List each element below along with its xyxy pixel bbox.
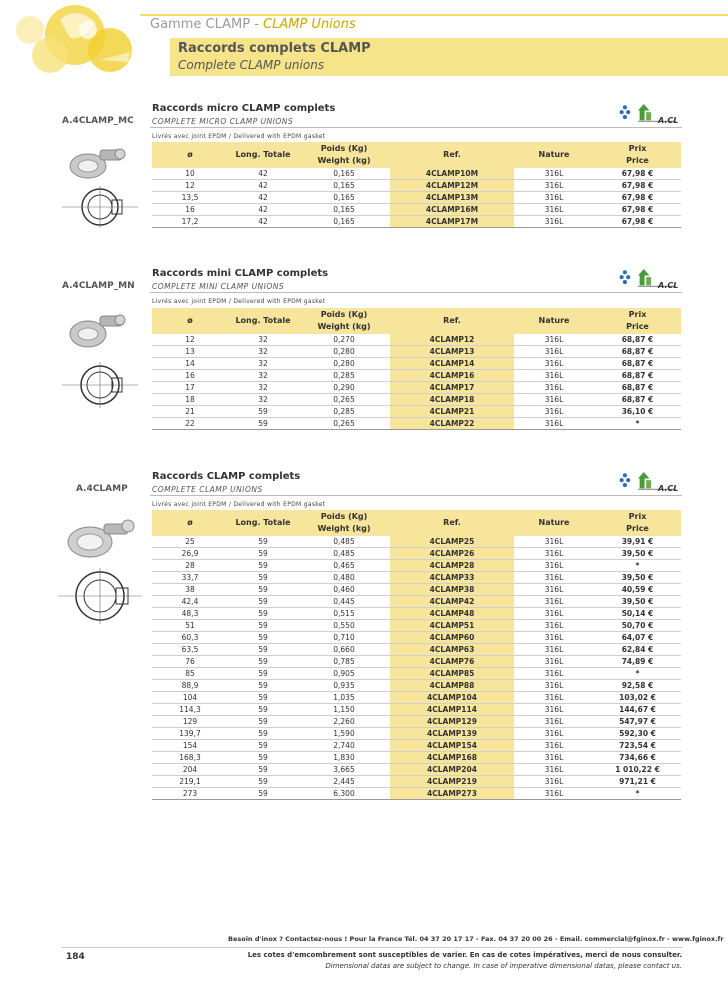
cell-ref: 4CLAMP17 [390, 382, 514, 394]
cell-nature: 316L [514, 728, 594, 740]
cell-price: 64,07 € [594, 632, 681, 644]
cell-ref: 4CLAMP51 [390, 620, 514, 632]
cell-ref: 4CLAMP22 [390, 418, 514, 430]
cell-ref: 4CLAMP76 [390, 656, 514, 668]
cell-ref: 4CLAMP12M [390, 180, 514, 192]
table-row [152, 204, 681, 216]
cell-diameter: 10 [152, 168, 228, 180]
cell-price: 734,66 € [594, 752, 681, 764]
table-row [152, 548, 681, 560]
cell-ref: 4CLAMP154 [390, 740, 514, 752]
cell-nature: 316L [514, 680, 594, 692]
cell-diameter: 273 [152, 788, 228, 800]
table-row [152, 370, 681, 382]
product-photo-mini [60, 306, 140, 352]
cell-weight: 0,485 [298, 548, 390, 560]
cell-diameter: 139,7 [152, 728, 228, 740]
cell-length: 32 [228, 346, 298, 358]
cell-nature: 316L [514, 180, 594, 192]
cell-price: 62,84 € [594, 644, 681, 656]
table-row [152, 394, 681, 406]
cell-diameter: 114,3 [152, 704, 228, 716]
table-row [152, 704, 681, 716]
page-title: Raccords complets CLAMP [178, 41, 371, 56]
cell-ref: 4CLAMP28 [390, 560, 514, 572]
table-row [152, 180, 681, 192]
cell-ref: 4CLAMP25 [390, 536, 514, 548]
section-subtitle: COMPLETE CLAMP UNIONS [152, 485, 263, 494]
brand-text: A.CL [658, 484, 679, 493]
page-subtitle: Complete CLAMP unions [178, 58, 325, 72]
cell-diameter: 33,7 [152, 572, 228, 584]
col-weight: Poids (Kg) Weight (kg) [298, 142, 390, 168]
cell-length: 59 [228, 608, 298, 620]
col-nature: Nature [514, 308, 594, 334]
cell-nature: 316L [514, 418, 594, 430]
table-row [152, 418, 681, 430]
cell-weight: 0,165 [298, 204, 390, 216]
cell-length: 59 [228, 418, 298, 430]
cell-price: * [594, 560, 681, 572]
section-title: Raccords CLAMP complets [152, 471, 301, 482]
section-title: Raccords mini CLAMP complets [152, 268, 329, 279]
cell-price: 68,87 € [594, 334, 681, 346]
cell-price: 68,87 € [594, 346, 681, 358]
cell-length: 59 [228, 752, 298, 764]
cell-price: 68,87 € [594, 370, 681, 382]
cell-ref: 4CLAMP13M [390, 192, 514, 204]
product-photo-clamp [58, 512, 142, 562]
table-row [152, 584, 681, 596]
cell-weight: 0,290 [298, 382, 390, 394]
cell-nature: 316L [514, 692, 594, 704]
col-diameter: ø [152, 510, 228, 536]
cell-diameter: 104 [152, 692, 228, 704]
col-weight: Poids (Kg) Weight (kg) [298, 308, 390, 334]
cell-ref: 4CLAMP63 [390, 644, 514, 656]
col-nature: Nature [514, 142, 594, 168]
cell-length: 59 [228, 584, 298, 596]
table-row [152, 788, 681, 800]
table-row [152, 334, 681, 346]
col-length: Long. Totale [228, 308, 298, 334]
cell-diameter: 168,3 [152, 752, 228, 764]
cell-weight: 2,445 [298, 776, 390, 788]
cell-diameter: 13 [152, 346, 228, 358]
section-title: Raccords micro CLAMP complets [152, 103, 336, 114]
gasket-note: Livrés avec joint EPDM / Delivered with EPDM gasket [152, 298, 326, 305]
table-row [152, 656, 681, 668]
cell-length: 32 [228, 394, 298, 406]
cell-weight: 0,285 [298, 406, 390, 418]
cell-nature: 316L [514, 192, 594, 204]
section-subtitle: COMPLETE MINI CLAMP UNIONS [152, 282, 285, 291]
cell-price: 67,98 € [594, 168, 681, 180]
cell-price: 68,87 € [594, 358, 681, 370]
col-diameter: ø [152, 142, 228, 168]
cell-diameter: 38 [152, 584, 228, 596]
cell-nature: 316L [514, 656, 594, 668]
cell-nature: 316L [514, 168, 594, 180]
table-row [152, 632, 681, 644]
col-price: Prix Price [594, 308, 681, 334]
table-row [152, 192, 681, 204]
cell-diameter: 16 [152, 370, 228, 382]
gasket-note: Livrés avec joint EPDM / Delivered with EPDM gasket [152, 501, 326, 508]
title-band [170, 38, 728, 76]
cell-diameter: 22 [152, 418, 228, 430]
cell-length: 42 [228, 192, 298, 204]
cell-diameter: 16 [152, 204, 228, 216]
cell-price: 67,98 € [594, 192, 681, 204]
cell-price: 50,70 € [594, 620, 681, 632]
technical-drawing-clamp [56, 566, 144, 626]
cell-diameter: 42,4 [152, 596, 228, 608]
cell-diameter: 88,9 [152, 680, 228, 692]
cell-diameter: 12 [152, 334, 228, 346]
cell-length: 59 [228, 740, 298, 752]
cell-ref: 4CLAMP219 [390, 776, 514, 788]
cell-diameter: 51 [152, 620, 228, 632]
table-row [152, 716, 681, 728]
cell-nature: 316L [514, 358, 594, 370]
product-code: A.4CLAMP_MN [62, 281, 135, 291]
cell-ref: 4CLAMP114 [390, 704, 514, 716]
technical-drawing-mini [60, 360, 140, 410]
cell-nature: 316L [514, 704, 594, 716]
cell-diameter: 76 [152, 656, 228, 668]
col-price: Prix Price [594, 510, 681, 536]
product-code: A.4CLAMP [76, 484, 128, 494]
cell-nature: 316L [514, 584, 594, 596]
cell-weight: 0,460 [298, 584, 390, 596]
cell-weight: 0,165 [298, 216, 390, 228]
table-row [152, 692, 681, 704]
cell-diameter: 154 [152, 740, 228, 752]
header-decoration-logo [0, 0, 150, 80]
cell-price: 592,30 € [594, 728, 681, 740]
cell-length: 59 [228, 560, 298, 572]
cell-length: 59 [228, 788, 298, 800]
cell-price: 40,59 € [594, 584, 681, 596]
table-row [152, 728, 681, 740]
cell-nature: 316L [514, 620, 594, 632]
cell-nature: 316L [514, 632, 594, 644]
cell-weight: 0,270 [298, 334, 390, 346]
table-row [152, 764, 681, 776]
cell-price: 36,10 € [594, 406, 681, 418]
cell-nature: 316L [514, 548, 594, 560]
table-clamp [152, 510, 681, 800]
page-number: 184 [66, 952, 85, 962]
cell-ref: 4CLAMP273 [390, 788, 514, 800]
cell-weight: 0,515 [298, 608, 390, 620]
gasket-note: Livrés avec joint EPDM / Delivered with EPDM gasket [152, 133, 326, 140]
brand-text: A.CL [658, 281, 679, 290]
cell-weight: 3,665 [298, 764, 390, 776]
cell-ref: 4CLAMP104 [390, 692, 514, 704]
cell-length: 59 [228, 620, 298, 632]
cell-ref: 4CLAMP42 [390, 596, 514, 608]
cell-nature: 316L [514, 788, 594, 800]
cell-ref: 4CLAMP12 [390, 334, 514, 346]
cell-weight: 0,285 [298, 370, 390, 382]
cell-length: 42 [228, 168, 298, 180]
table-row [152, 572, 681, 584]
col-length: Long. Totale [228, 142, 298, 168]
cell-nature: 316L [514, 560, 594, 572]
cell-nature: 316L [514, 382, 594, 394]
cell-weight: 0,465 [298, 560, 390, 572]
cell-weight: 0,265 [298, 394, 390, 406]
cell-weight: 0,550 [298, 620, 390, 632]
table-mini-clamp [152, 308, 681, 430]
cell-price: 68,87 € [594, 394, 681, 406]
footer-note-en: Dimensional datas are subject to change. In case of imperative dimensional datas, please contact us. [325, 962, 682, 970]
cell-diameter: 26,9 [152, 548, 228, 560]
cell-ref: 4CLAMP168 [390, 752, 514, 764]
cell-length: 59 [228, 596, 298, 608]
cell-length: 59 [228, 704, 298, 716]
cell-weight: 0,445 [298, 596, 390, 608]
table-row [152, 560, 681, 572]
cell-diameter: 129 [152, 716, 228, 728]
cell-nature: 316L [514, 572, 594, 584]
cell-nature: 316L [514, 608, 594, 620]
cell-ref: 4CLAMP129 [390, 716, 514, 728]
cell-nature: 316L [514, 204, 594, 216]
cell-weight: 2,260 [298, 716, 390, 728]
footer-note-fr: Les cotes d'emcombrement sont susceptibles de varier. En cas de cotes impératives, merci de nous consulter. [247, 951, 682, 959]
cell-nature: 316L [514, 346, 594, 358]
cell-nature: 316L [514, 394, 594, 406]
cell-weight: 1,830 [298, 752, 390, 764]
cell-diameter: 12 [152, 180, 228, 192]
cell-ref: 4CLAMP88 [390, 680, 514, 692]
cell-weight: 1,150 [298, 704, 390, 716]
cell-weight: 0,935 [298, 680, 390, 692]
cell-price: 971,21 € [594, 776, 681, 788]
cell-diameter: 63,5 [152, 644, 228, 656]
cell-diameter: 14 [152, 358, 228, 370]
col-ref: Ref. [390, 510, 514, 536]
cell-length: 59 [228, 716, 298, 728]
cell-length: 59 [228, 656, 298, 668]
cell-length: 32 [228, 358, 298, 370]
cell-price: 39,50 € [594, 596, 681, 608]
cell-weight: 0,280 [298, 358, 390, 370]
cell-length: 59 [228, 776, 298, 788]
cell-ref: 4CLAMP14 [390, 358, 514, 370]
cell-length: 32 [228, 382, 298, 394]
table-micro-clamp [152, 142, 681, 228]
cell-length: 59 [228, 548, 298, 560]
cell-length: 59 [228, 406, 298, 418]
cell-diameter: 60,3 [152, 632, 228, 644]
col-nature: Nature [514, 510, 594, 536]
cell-nature: 316L [514, 716, 594, 728]
cell-length: 59 [228, 668, 298, 680]
cell-price: 67,98 € [594, 180, 681, 192]
cell-nature: 316L [514, 776, 594, 788]
cell-ref: 4CLAMP139 [390, 728, 514, 740]
cell-weight: 1,590 [298, 728, 390, 740]
cell-nature: 316L [514, 334, 594, 346]
cell-diameter: 85 [152, 668, 228, 680]
col-weight: Poids (Kg) Weight (kg) [298, 510, 390, 536]
cell-length: 42 [228, 216, 298, 228]
cell-price: * [594, 418, 681, 430]
cell-price: 68,87 € [594, 382, 681, 394]
table-row [152, 382, 681, 394]
cell-ref: 4CLAMP26 [390, 548, 514, 560]
cell-diameter: 13,5 [152, 192, 228, 204]
cell-weight: 0,785 [298, 656, 390, 668]
cell-price: 723,54 € [594, 740, 681, 752]
cell-ref: 4CLAMP18 [390, 394, 514, 406]
col-ref: Ref. [390, 308, 514, 334]
cell-length: 42 [228, 204, 298, 216]
cell-diameter: 18 [152, 394, 228, 406]
cell-price: 39,50 € [594, 572, 681, 584]
cell-diameter: 21 [152, 406, 228, 418]
cell-length: 59 [228, 728, 298, 740]
col-ref: Ref. [390, 142, 514, 168]
cell-price: 144,67 € [594, 704, 681, 716]
cell-price: 39,91 € [594, 536, 681, 548]
cell-nature: 316L [514, 740, 594, 752]
cell-price: 67,98 € [594, 216, 681, 228]
cell-length: 59 [228, 572, 298, 584]
cell-price: 50,14 € [594, 608, 681, 620]
cell-diameter: 204 [152, 764, 228, 776]
cell-weight: 2,740 [298, 740, 390, 752]
cell-ref: 4CLAMP33 [390, 572, 514, 584]
table-row [152, 680, 681, 692]
range-title-italic: CLAMP Unions [263, 17, 356, 32]
table-row [152, 168, 681, 180]
cell-nature: 316L [514, 536, 594, 548]
cell-length: 59 [228, 644, 298, 656]
cell-nature: 316L [514, 668, 594, 680]
table-row [152, 596, 681, 608]
cell-length: 59 [228, 632, 298, 644]
cell-weight: 0,265 [298, 418, 390, 430]
table-row [152, 752, 681, 764]
cell-nature: 316L [514, 406, 594, 418]
cell-diameter: 17,2 [152, 216, 228, 228]
cell-price: * [594, 668, 681, 680]
product-code: A.4CLAMP_MC [62, 116, 134, 126]
cell-diameter: 219,1 [152, 776, 228, 788]
section-subtitle: COMPLETE MICRO CLAMP UNIONS [152, 117, 294, 126]
cell-weight: 0,165 [298, 180, 390, 192]
cell-price: * [594, 788, 681, 800]
cell-ref: 4CLAMP60 [390, 632, 514, 644]
cell-weight: 0,280 [298, 346, 390, 358]
product-photo-micro [60, 140, 140, 182]
cell-price: 74,89 € [594, 656, 681, 668]
cell-ref: 4CLAMP38 [390, 584, 514, 596]
cell-nature: 316L [514, 596, 594, 608]
cell-length: 59 [228, 692, 298, 704]
cell-length: 59 [228, 764, 298, 776]
cell-weight: 0,165 [298, 168, 390, 180]
col-diameter: ø [152, 308, 228, 334]
range-title: Gamme CLAMP - CLAMP Unions [150, 17, 356, 32]
cell-nature: 316L [514, 752, 594, 764]
cell-weight: 6,300 [298, 788, 390, 800]
cell-weight: 0,485 [298, 536, 390, 548]
table-row [152, 644, 681, 656]
table-row [152, 620, 681, 632]
cell-diameter: 48,3 [152, 608, 228, 620]
cell-weight: 0,165 [298, 192, 390, 204]
cell-length: 59 [228, 536, 298, 548]
table-row [152, 740, 681, 752]
cell-ref: 4CLAMP16M [390, 204, 514, 216]
table-row [152, 346, 681, 358]
cell-length: 32 [228, 370, 298, 382]
cell-ref: 4CLAMP13 [390, 346, 514, 358]
cell-length: 32 [228, 334, 298, 346]
table-row [152, 216, 681, 228]
table-row [152, 776, 681, 788]
cell-weight: 0,905 [298, 668, 390, 680]
table-row [152, 536, 681, 548]
cell-price: 547,97 € [594, 716, 681, 728]
cell-ref: 4CLAMP21 [390, 406, 514, 418]
cell-weight: 0,710 [298, 632, 390, 644]
cell-weight: 0,660 [298, 644, 390, 656]
cell-price: 67,98 € [594, 204, 681, 216]
cell-price: 39,50 € [594, 548, 681, 560]
table-row [152, 608, 681, 620]
cell-ref: 4CLAMP17M [390, 216, 514, 228]
cell-price: 103,02 € [594, 692, 681, 704]
cell-diameter: 25 [152, 536, 228, 548]
table-row [152, 668, 681, 680]
cell-nature: 316L [514, 370, 594, 382]
brand-text: A.CL [658, 116, 679, 125]
cell-ref: 4CLAMP85 [390, 668, 514, 680]
cell-ref: 4CLAMP204 [390, 764, 514, 776]
cell-nature: 316L [514, 216, 594, 228]
cell-price: 1 010,22 € [594, 764, 681, 776]
cell-ref: 4CLAMP10M [390, 168, 514, 180]
table-row [152, 406, 681, 418]
cell-diameter: 28 [152, 560, 228, 572]
page-header [0, 0, 728, 80]
cell-weight: 0,480 [298, 572, 390, 584]
technical-drawing-micro [60, 184, 140, 230]
cell-length: 42 [228, 180, 298, 192]
cell-price: 92,58 € [594, 680, 681, 692]
cell-length: 59 [228, 680, 298, 692]
col-price: Prix Price [594, 142, 681, 168]
cell-nature: 316L [514, 644, 594, 656]
col-length: Long. Totale [228, 510, 298, 536]
cell-diameter: 17 [152, 382, 228, 394]
table-row [152, 358, 681, 370]
cell-nature: 316L [514, 764, 594, 776]
cell-weight: 1,035 [298, 692, 390, 704]
footer-contact: Besoin d'inox ? Contactez-nous ! Pour la France Tél. 04 37 20 17 17 - Fax. 04 37 20 00 26 - Email. commercial@fginox.fr - www.fginox.fr [228, 935, 724, 943]
cell-ref: 4CLAMP16 [390, 370, 514, 382]
cell-ref: 4CLAMP48 [390, 608, 514, 620]
